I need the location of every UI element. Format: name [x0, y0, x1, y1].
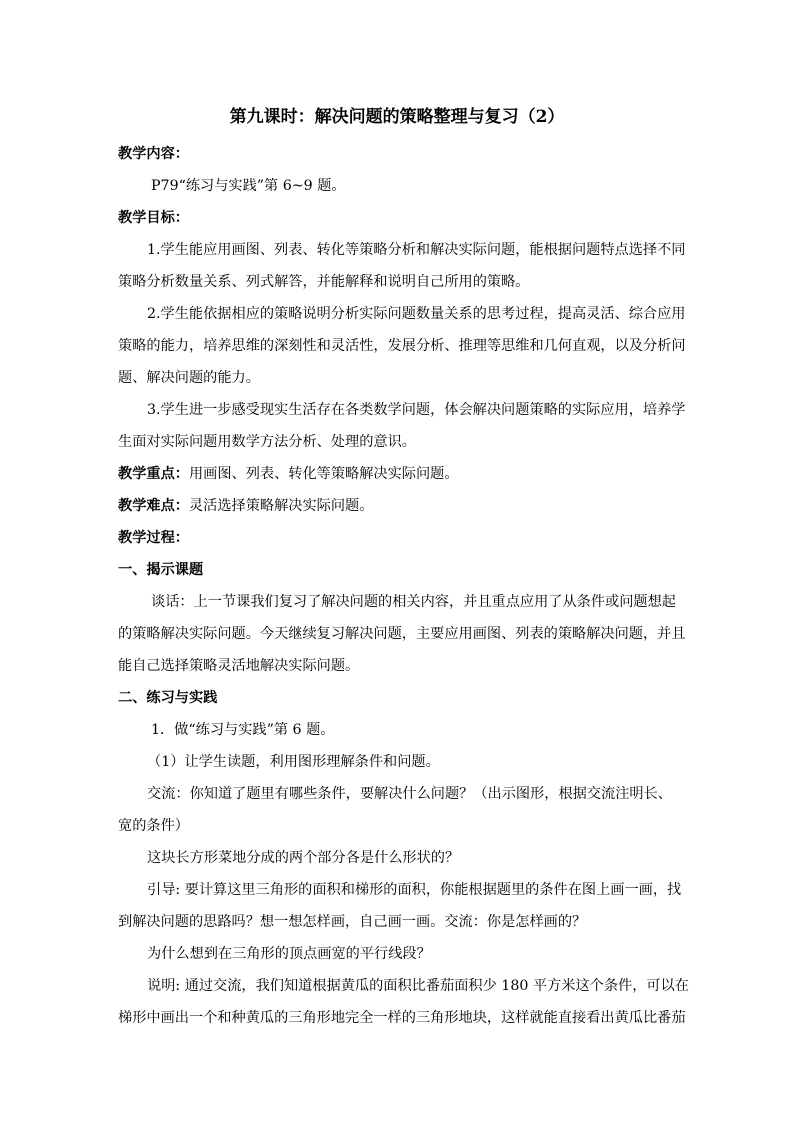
difficulty-label: 教学难点：	[118, 498, 189, 514]
goal-1-line-2: 策略分析数量关系、列式解答，并能解释和说明自己所用的策略。	[118, 274, 530, 290]
section-1-line-2: 的策略解决实际问题。今天继续复习解决问题，主要应用画图、列表的策略解决问题，并且	[118, 626, 686, 642]
section-2-explain-line-1: 说明: 通过交流，我们知道根据黄瓜的面积比番茄面积少 180 平方米这个条件，可以在	[147, 978, 689, 994]
process-heading: 教学过程：	[118, 530, 189, 546]
goal-3-line-1: 3.学生进一步感受现实生活存在各类数学问题，体会解决问题策略的实际应用，培养学	[147, 402, 686, 418]
goal-2-line-3: 题、解决问题的能力。	[118, 370, 260, 386]
section-2-exchange-line-2: 宽的条件）	[118, 818, 189, 834]
page-title: 第九课时：解决问题的策略整理与复习（2）	[229, 107, 565, 127]
section-2-heading: 二、练习与实践	[118, 690, 218, 706]
goals-heading: 教学目标：	[118, 210, 189, 226]
goal-2-line-2: 策略的能力，培养思维的深刻性和灵活性，发展分析、推理等思维和几何直观，以及分析问	[118, 338, 686, 354]
difficulty-point	[118, 494, 373, 518]
section-1-heading: 一、揭示课题	[118, 562, 204, 578]
section-1-line-1: 谈话：上一节课我们复习了解决问题的相关内容，并且重点应用了从条件或问题想起	[151, 594, 676, 610]
goal-2-line-1: 2.学生能依据相应的策略说明分析实际问题数量关系的思考过程，提高灵活、综合应用	[147, 306, 686, 322]
section-2-item-1: 1．做“练习与实践”第 6 题。	[151, 722, 335, 738]
section-2-question-1: 这块长方形菜地分成的两个部分各是什么形状的？	[147, 850, 460, 866]
content-text: P79“练习与实践”第 6~9 题。	[151, 178, 346, 194]
section-2-sub-1: （1）让学生读题，利用图形理解条件和问题。	[147, 754, 440, 770]
section-2-question-2: 为什么想到在三角形的顶点画宽的平行线段？	[147, 946, 431, 962]
difficulty-text: 灵活选择策略解决实际问题。	[188, 498, 374, 514]
key-point-label: 教学重点：	[118, 466, 189, 482]
section-2-explain-line-2: 梯形中画出一个和种黄瓜的三角形地完全一样的三角形地块，这样就能直接看出黄瓜比番茄	[118, 1010, 686, 1026]
section-2-guide-line-2: 到解决问题的思路吗？想一想怎样画，自己画一画。交流：你是怎样画的？	[118, 914, 587, 930]
content-heading: 教学内容：	[118, 146, 189, 162]
goal-1-line-1: 1.学生能应用画图、列表、转化等策略分析和解决实际问题，能根据问题特点选择不同	[147, 242, 686, 258]
key-point	[118, 462, 459, 486]
section-2-guide-line-1: 引导: 要计算这里三角形的面积和梯形的面积，你能根据题里的条件在图上画一画，找	[147, 882, 682, 898]
section-2-exchange-line-1: 交流：你知道了题里有哪些条件，要解决什么问题？（出示图形，根据交流注明长、	[147, 786, 672, 802]
key-point-text: 用画图、列表、转化等策略解决实际问题。	[188, 466, 459, 482]
section-1-line-3: 能自己选择策略灵活地解决实际问题。	[118, 658, 360, 674]
goal-3-line-2: 生面对实际问题用数学方法分析、处理的意识。	[118, 434, 416, 450]
